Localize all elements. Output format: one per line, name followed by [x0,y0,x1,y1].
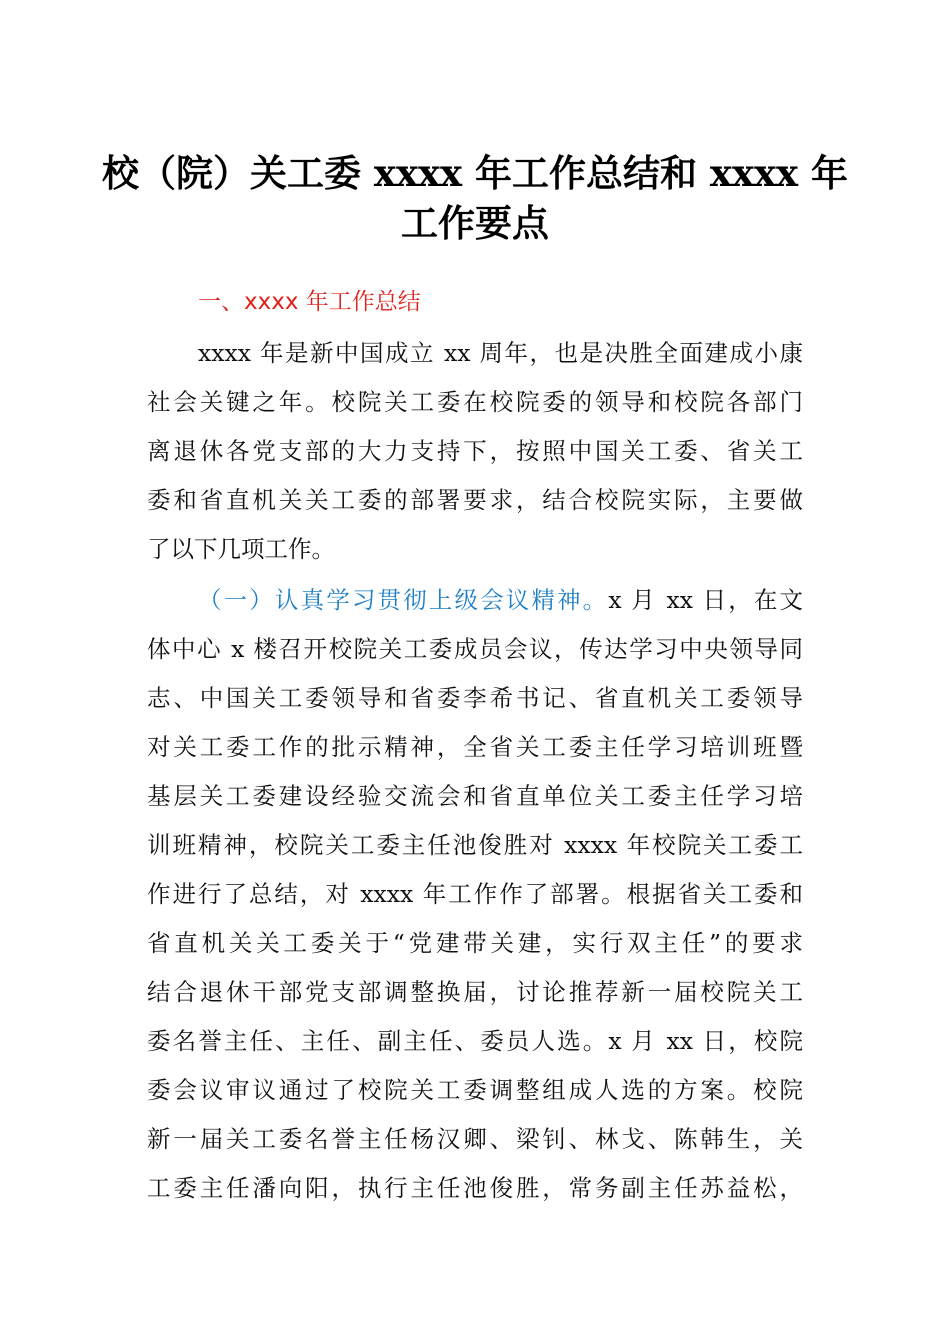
document-title-line-2: 工作要点 [401,201,549,245]
paragraph-line: 结合退休干部党支部调整换届，讨论推荐新一届校院关工 [147,978,803,1006]
paragraph-line: 委会议审议通过了校院关工委调整组成人选的方案。校院 [147,1076,803,1104]
paragraph-line: 委和省直机关关工委的部署要求，结合校院实际，主要做 [147,486,803,514]
paragraph-line: 省直机关关工委关于“党建带关建，实行双主任”的要求 [147,929,803,957]
paragraph-line: 新一届关工委名誉主任杨汉卿、梁钊、林戈、陈韩生，关 [147,1125,803,1153]
paragraph-line: 体中心 x 楼召开校院关工委成员会议，传达学习中央领导同 [147,635,803,663]
paragraph-line: 作进行了总结，对 xxxx 年工作作了部署。根据省关工委和 [147,880,803,908]
paragraph-line-with-subheading [198,580,803,620]
section-heading: 一、xxxx 年工作总结 [198,289,421,315]
paragraph-line: 训班精神，校院关工委主任池俊胜对 xxxx 年校院关工委工 [147,831,803,859]
paragraph-text: x 月 xx 日，在文 [608,586,804,614]
paragraph-line: 基层关工委建设经验交流会和省直单位关工委主任学习培 [147,782,803,810]
paragraph-line: xxxx 年是新中国成立 xx 周年，也是决胜全面建成小康 [198,339,803,367]
paragraph-line: 工委主任潘向阳，执行主任池俊胜，常务副主任苏益松， [147,1174,803,1202]
paragraph-line: 志、中国关工委领导和省委李希书记、省直机关工委领导 [147,684,803,712]
document-title-line-1: 校（院）关工委 xxxx 年工作总结和 xxxx 年 [102,151,848,195]
paragraph-line: 社会关键之年。校院关工委在校院委的领导和校院各部门 [147,388,803,416]
paragraph-line: 离退休各党支部的大力支持下，按照中国关工委、省关工 [147,437,803,465]
paragraph-line: 了以下几项工作。 [147,535,335,563]
subsection-heading: （一）认真学习贯彻上级会议精神。 [198,586,609,614]
paragraph-line: 委名誉主任、主任、副主任、委员人选。x 月 xx 日，校院 [147,1027,803,1055]
paragraph-line: 对关工委工作的批示精神，全省关工委主任学习培训班暨 [147,733,803,761]
